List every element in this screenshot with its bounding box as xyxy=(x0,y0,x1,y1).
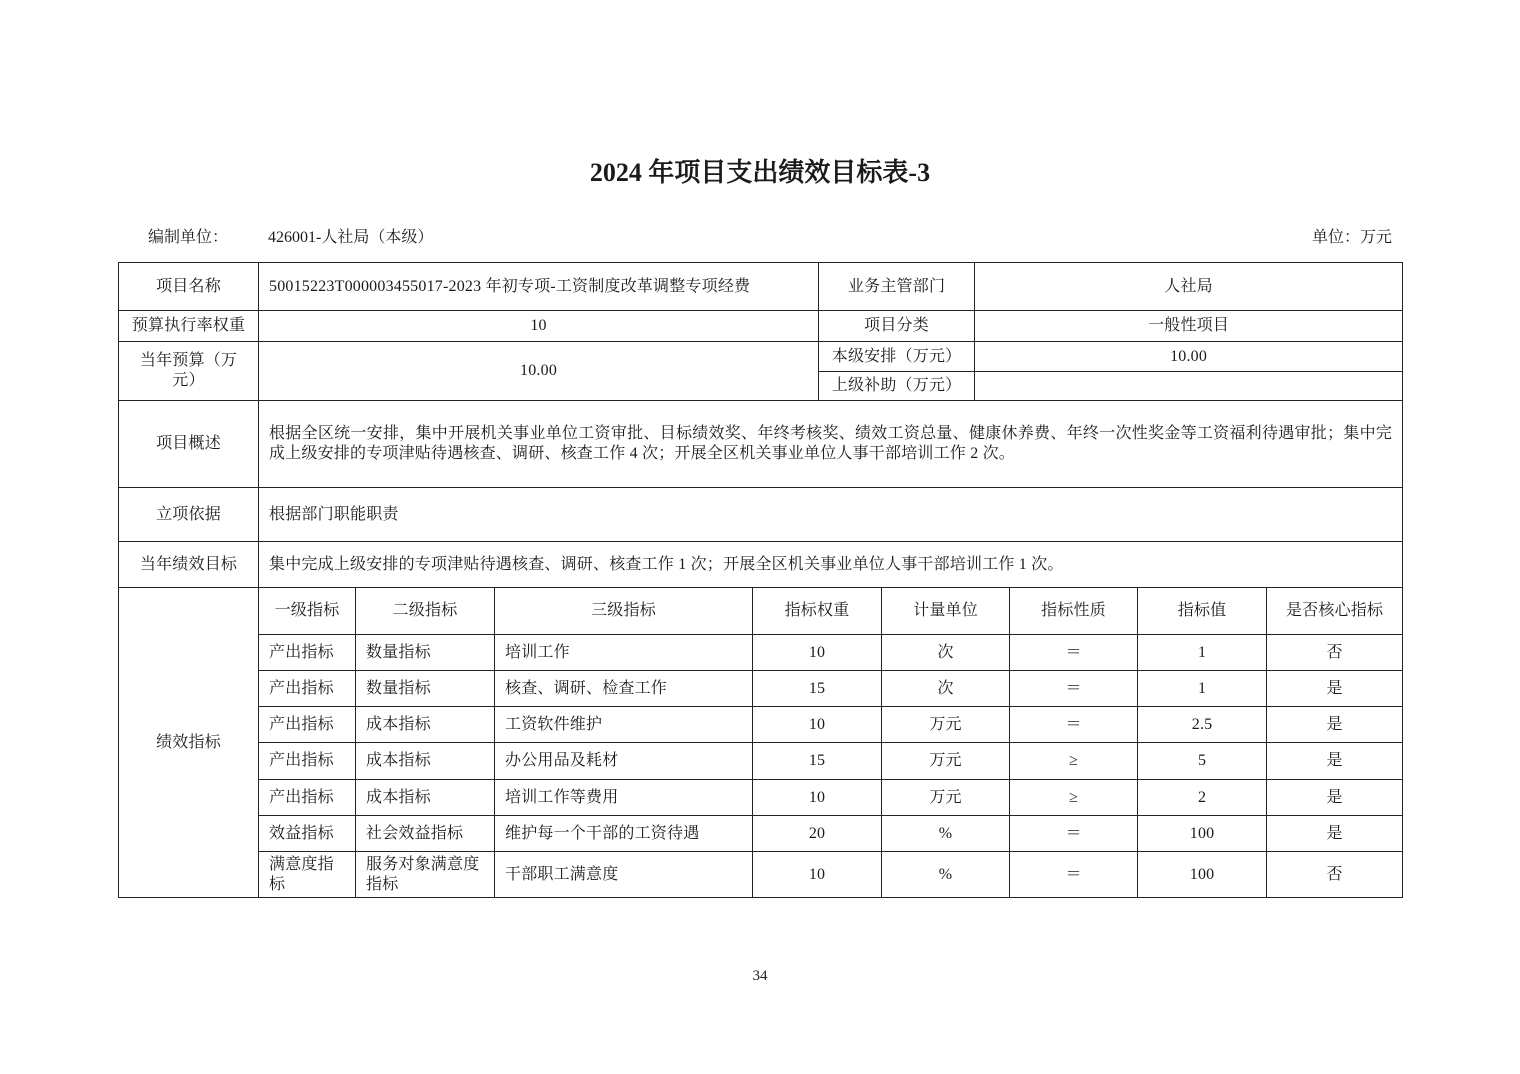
level3-cell: 维护每一个干部的工资待遇 xyxy=(495,816,753,852)
column-header: 一级指标 xyxy=(259,588,356,635)
level3-cell: 核查、调研、检查工作 xyxy=(495,671,753,707)
row-weight xyxy=(119,311,1403,342)
row-goal xyxy=(119,542,1403,588)
core-cell: 是 xyxy=(1267,780,1403,816)
row-budget xyxy=(119,342,1403,372)
unit-cell: 万元 xyxy=(882,707,1010,743)
weight-cell: 10 xyxy=(753,707,882,743)
org-value: 426001-人社局（本级） xyxy=(268,229,434,246)
core-cell: 是 xyxy=(1267,707,1403,743)
column-header: 是否核心指标 xyxy=(1267,588,1403,635)
level2-cell: 数量指标 xyxy=(356,671,495,707)
level2-cell: 数量指标 xyxy=(356,635,495,671)
summary-label: 项目概述 xyxy=(119,401,259,488)
unit-label: 单位：万元 xyxy=(1311,229,1392,246)
nature-cell: ＝ xyxy=(1010,816,1138,852)
nature-cell: ＝ xyxy=(1010,852,1138,898)
indicator-row xyxy=(119,852,1403,898)
core-cell: 否 xyxy=(1267,852,1403,898)
project-name-value: 50015223T000003455017-2023 年初专项-工资制度改革调整专项经费 xyxy=(259,263,819,311)
core-cell: 是 xyxy=(1267,671,1403,707)
project-name-label: 项目名称 xyxy=(119,263,259,311)
value-cell: 100 xyxy=(1138,816,1267,852)
weight-label: 预算执行率权重 xyxy=(119,311,259,342)
local-budget-label: 本级安排（万元） xyxy=(819,342,975,372)
weight-cell: 15 xyxy=(753,671,882,707)
dept-value: 人社局 xyxy=(975,263,1403,311)
performance-target-table xyxy=(118,262,1403,898)
weight-cell: 10 xyxy=(753,780,882,816)
value-cell: 5 xyxy=(1138,743,1267,780)
core-cell: 是 xyxy=(1267,743,1403,780)
level3-cell: 办公用品及耗材 xyxy=(495,743,753,780)
column-header: 三级指标 xyxy=(495,588,753,635)
nature-cell: ＝ xyxy=(1010,707,1138,743)
level2-cell: 社会效益指标 xyxy=(356,816,495,852)
level2-cell: 成本指标 xyxy=(356,707,495,743)
unit-cell: % xyxy=(882,816,1010,852)
level3-cell: 培训工作 xyxy=(495,635,753,671)
weight-cell: 20 xyxy=(753,816,882,852)
column-header: 指标值 xyxy=(1138,588,1267,635)
weight-cell: 10 xyxy=(753,635,882,671)
nature-cell: ＝ xyxy=(1010,635,1138,671)
budget-value: 10.00 xyxy=(259,342,819,401)
row-basis xyxy=(119,488,1403,542)
unit-cell: 次 xyxy=(882,671,1010,707)
basis-value: 根据部门职能职责 xyxy=(259,488,1403,542)
value-cell: 1 xyxy=(1138,671,1267,707)
superior-subsidy-label: 上级补助（万元） xyxy=(819,372,975,401)
summary-value: 根据全区统一安排，集中开展机关事业单位工资审批、目标绩效奖、年终考核奖、绩效工资总量、健康休养费、年终一次性奖金等工资福利待遇审批；集中完成上级安排的专项津贴待遇核查、调研、核查工作 4 次；开展全区机关事业单位人事干部培训工作 2 次。 xyxy=(259,401,1403,488)
level1-cell: 满意度指标 xyxy=(259,852,356,898)
weight-cell: 15 xyxy=(753,743,882,780)
category-label: 项目分类 xyxy=(819,311,975,342)
value-cell: 2 xyxy=(1138,780,1267,816)
level3-cell: 工资软件维护 xyxy=(495,707,753,743)
budget-label: 当年预算（万元） xyxy=(119,342,259,401)
goal-value: 集中完成上级安排的专项津贴待遇核查、调研、核查工作 1 次；开展全区机关事业单位人事干部培训工作 1 次。 xyxy=(259,542,1403,588)
level3-cell: 干部职工满意度 xyxy=(495,852,753,898)
level2-cell: 成本指标 xyxy=(356,780,495,816)
org-label: 编制单位： xyxy=(148,229,229,246)
level2-cell: 服务对象满意度指标 xyxy=(356,852,495,898)
level1-cell: 产出指标 xyxy=(259,635,356,671)
value-cell: 100 xyxy=(1138,852,1267,898)
local-budget-value: 10.00 xyxy=(975,342,1403,372)
goal-label: 当年绩效目标 xyxy=(119,542,259,588)
column-header: 二级指标 xyxy=(356,588,495,635)
level1-cell: 产出指标 xyxy=(259,780,356,816)
column-header: 指标性质 xyxy=(1010,588,1138,635)
indicator-row xyxy=(119,707,1403,743)
column-header: 指标权重 xyxy=(753,588,882,635)
weight-cell: 10 xyxy=(753,852,882,898)
level1-cell: 产出指标 xyxy=(259,743,356,780)
level1-cell: 效益指标 xyxy=(259,816,356,852)
indicator-row xyxy=(119,743,1403,780)
level1-cell: 产出指标 xyxy=(259,707,356,743)
page-title: 2024 年项目支出绩效目标表-3 xyxy=(589,158,931,187)
indicator-row xyxy=(119,635,1403,671)
unit-cell: 万元 xyxy=(882,780,1010,816)
core-cell: 是 xyxy=(1267,816,1403,852)
value-cell: 1 xyxy=(1138,635,1267,671)
indicator-row xyxy=(119,816,1403,852)
level2-cell: 成本指标 xyxy=(356,743,495,780)
basis-label: 立项依据 xyxy=(119,488,259,542)
indicator-header-row xyxy=(119,588,1403,635)
unit-cell: % xyxy=(882,852,1010,898)
superior-subsidy-value xyxy=(975,372,1403,401)
nature-cell: ≥ xyxy=(1010,743,1138,780)
indicators-label: 绩效指标 xyxy=(119,588,259,898)
core-cell: 否 xyxy=(1267,635,1403,671)
nature-cell: ＝ xyxy=(1010,671,1138,707)
level3-cell: 培训工作等费用 xyxy=(495,780,753,816)
category-value: 一般性项目 xyxy=(975,311,1403,342)
column-header: 计量单位 xyxy=(882,588,1010,635)
page-number: 34 xyxy=(752,968,768,984)
nature-cell: ≥ xyxy=(1010,780,1138,816)
value-cell: 2.5 xyxy=(1138,707,1267,743)
unit-cell: 万元 xyxy=(882,743,1010,780)
unit-cell: 次 xyxy=(882,635,1010,671)
row-summary xyxy=(119,401,1403,488)
indicator-row xyxy=(119,780,1403,816)
row-project-name xyxy=(119,263,1403,311)
indicator-row xyxy=(119,671,1403,707)
weight-value: 10 xyxy=(259,311,819,342)
level1-cell: 产出指标 xyxy=(259,671,356,707)
dept-label: 业务主管部门 xyxy=(819,263,975,311)
